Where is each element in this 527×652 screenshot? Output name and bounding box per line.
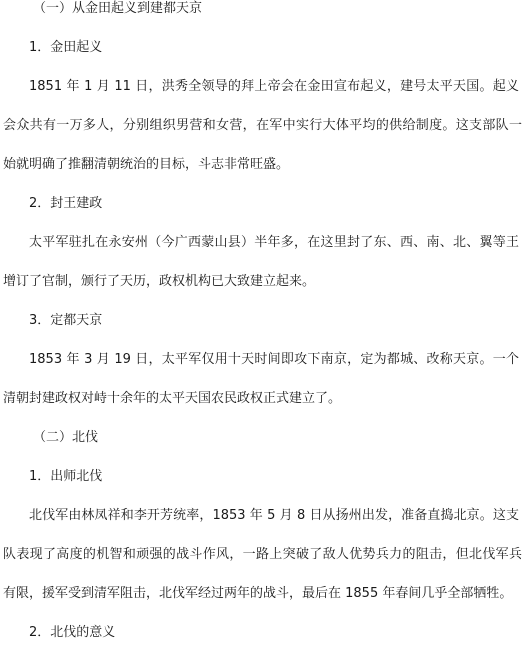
paragraph-line: 队表现了高度的机智和顽强的战斗作风，一路上突破了敌人优势兵力的阻击，但北伐军兵 [3,547,522,562]
section-heading: （一）从金田起义到建都天京 [33,1,203,16]
paragraph-line: 会众共有一万多人，分别组织男营和女营，在军中实行大体平均的供给制度。这支部队一 [3,118,522,133]
paragraph-line: 清朝封建政权对峙十余年的太平天国农民政权正式建立了。 [3,391,342,406]
paragraph-line: 始就明确了推翻清朝统治的目标，斗志非常旺盛。 [3,157,290,172]
sub-heading: 3．定都天京 [29,313,103,328]
section-heading: （二）北伐 [33,430,99,445]
sub-heading: 1．金田起义 [29,40,103,55]
paragraph-line: 北伐军由林凤祥和李开芳统率，1853 年 5 月 8 日从扬州出发，准备直捣北京。这支 [29,508,519,523]
sub-heading: 2．北伐的意义 [29,625,116,640]
paragraph-line: 1853 年 3 月 19 日，太平军仅用十天时间即攻下南京，定为都城、改称天京。一个 [29,352,519,367]
sub-heading: 1．出师北伐 [29,469,103,484]
paragraph-line: 增订了官制，颁行了天历，政权机构已大致建立起来。 [3,274,316,289]
paragraph-line: 太平军驻扎在永安州（今广西蒙山县）半年多，在这里封了东、西、南、北、翼等王 [29,235,519,250]
paragraph-line: 1851 年 1 月 11 日，洪秀全领导的拜上帝会在金田宣布起义，建号太平天国。起义 [29,79,519,94]
sub-heading: 2．封王建政 [29,196,103,211]
paragraph-line: 有限，援军受到清军阻击，北伐军经过两年的战斗，最后在 1855 年春间几乎全部牺牲。 [3,586,513,601]
